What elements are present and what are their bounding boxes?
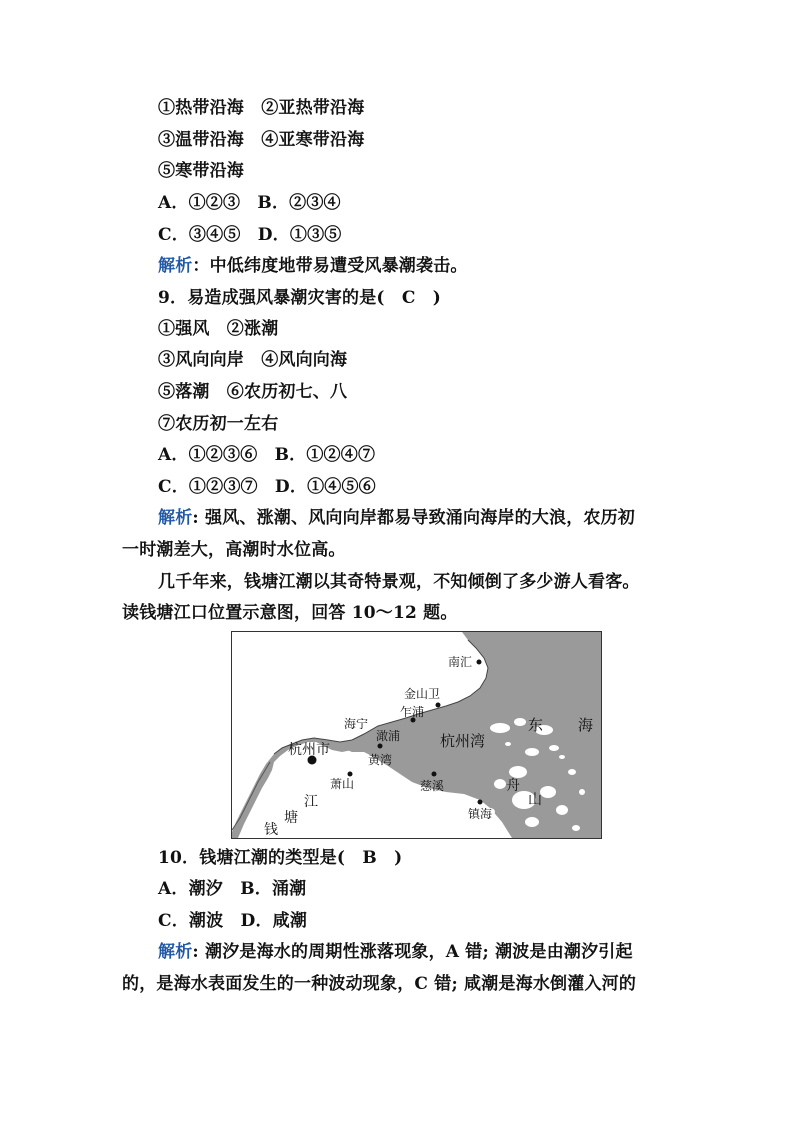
q8-choices-cd: C．③④⑤ D．①③⑤ <box>158 225 342 245</box>
intro-line-2: 读钱塘江口位置示意图，回答 10～12 题。 <box>122 603 458 623</box>
label-qian: 钱 <box>264 822 278 838</box>
zhapu-dot <box>436 703 441 708</box>
q10-choices-ab: A．潮汐 B．涌潮 <box>158 879 307 899</box>
q9-analysis-line-2: 一时潮差大，高潮时水位高。 <box>122 540 346 560</box>
label-huangwan: 黄湾 <box>368 753 393 767</box>
q9-options-line-2: ③风向向岸 ④风向向海 <box>158 350 348 370</box>
q9-answer: C <box>401 288 416 308</box>
label-cixi: 慈溪 <box>420 779 445 793</box>
zhenhai-dot <box>478 800 483 805</box>
label-jiang: 江 <box>304 794 318 810</box>
q8-options-line-3: ⑤寒带沿海 <box>158 161 244 181</box>
label-ganpu: 澉浦 <box>376 729 401 743</box>
label-jinshanwei: 金山卫 <box>404 687 441 701</box>
label-zhenhai: 镇海 <box>468 807 493 821</box>
q10-choices-cd: C．潮波 D．咸潮 <box>158 911 308 931</box>
q9-analysis-label: 解析 <box>158 508 193 528</box>
label-hangzhou-bay: 杭州湾 <box>440 732 486 750</box>
nanhui-dot <box>477 660 482 665</box>
q9-choices-ab: A．①②③⑥ B．①②④⑦ <box>158 445 376 465</box>
q8-options-line-1: ①热带沿海 ②亚热带沿海 <box>158 98 365 118</box>
label-haining: 海宁 <box>344 717 369 731</box>
q10-analysis-line-1 <box>158 941 633 963</box>
q9-choices-cd: C．①②③⑦ D．①④⑤⑥ <box>158 477 376 497</box>
label-zhapu: 乍浦 <box>400 705 425 719</box>
q10-stem-suffix: ) <box>376 848 403 868</box>
q8-analysis-label: 解析 <box>158 256 193 276</box>
haining-dot <box>378 744 383 749</box>
label-xiaoshan: 萧山 <box>330 777 355 791</box>
label-hangzhou-city: 杭州市 <box>288 742 330 758</box>
qiantang-estuary-map <box>231 631 602 839</box>
q9-options-line-4: ⑦农历初一左右 <box>158 414 279 434</box>
q10-analysis-label: 解析 <box>158 942 193 962</box>
q9-stem-suffix: ) <box>415 288 442 308</box>
q9-analysis-text-1: : 强风、涨潮、风向向岸都易导致涌向海岸的大浪，农历初 <box>192 508 635 528</box>
q9-options-line-3: ⑤落潮 ⑥农历初七、八 <box>158 382 348 402</box>
intro-line-1: 几千年来，钱塘江潮以其奇特景观，不知倾倒了多少游人看客。 <box>158 572 640 592</box>
q10-stem <box>158 847 402 869</box>
label-nanhui: 南汇 <box>448 655 473 669</box>
q10-analysis-line-2: 的，是海水表面发生的一种波动现象，C 错; 咸潮是海水倒灌入河的 <box>122 974 637 994</box>
q8-analysis-text: ：中低纬度地带易遭受风暴潮袭击。 <box>192 256 468 276</box>
q9-stem <box>158 287 441 309</box>
map-svg <box>232 632 601 838</box>
sea-area <box>232 632 601 838</box>
q10-stem-prefix: 10．钱塘江潮的类型是( <box>158 848 363 868</box>
q8-analysis <box>158 255 468 277</box>
q9-analysis-line-1 <box>158 507 635 529</box>
q9-options-line-1: ①强风 ②涨潮 <box>158 319 279 339</box>
q8-options-line-2: ③温带沿海 ④亚寒带沿海 <box>158 130 365 150</box>
label-tang: 塘 <box>284 810 298 826</box>
q8-choices-ab: A．①②③ B．②③④ <box>158 193 341 213</box>
q10-analysis-text-1: : 潮汐是海水的周期性涨落现象，A 错; 潮波是由潮汐引起 <box>192 942 633 962</box>
xiaoshan-dot <box>348 772 353 777</box>
label-zhou: 舟 <box>506 778 520 794</box>
q10-answer: B <box>362 848 377 868</box>
label-shan: 山 <box>528 792 542 808</box>
q9-stem-prefix: 9．易造成强风暴潮灾害的是( <box>158 288 402 308</box>
label-hai: 海 <box>578 716 594 734</box>
label-dong: 东 <box>528 716 544 734</box>
cixi-dot <box>432 772 437 777</box>
